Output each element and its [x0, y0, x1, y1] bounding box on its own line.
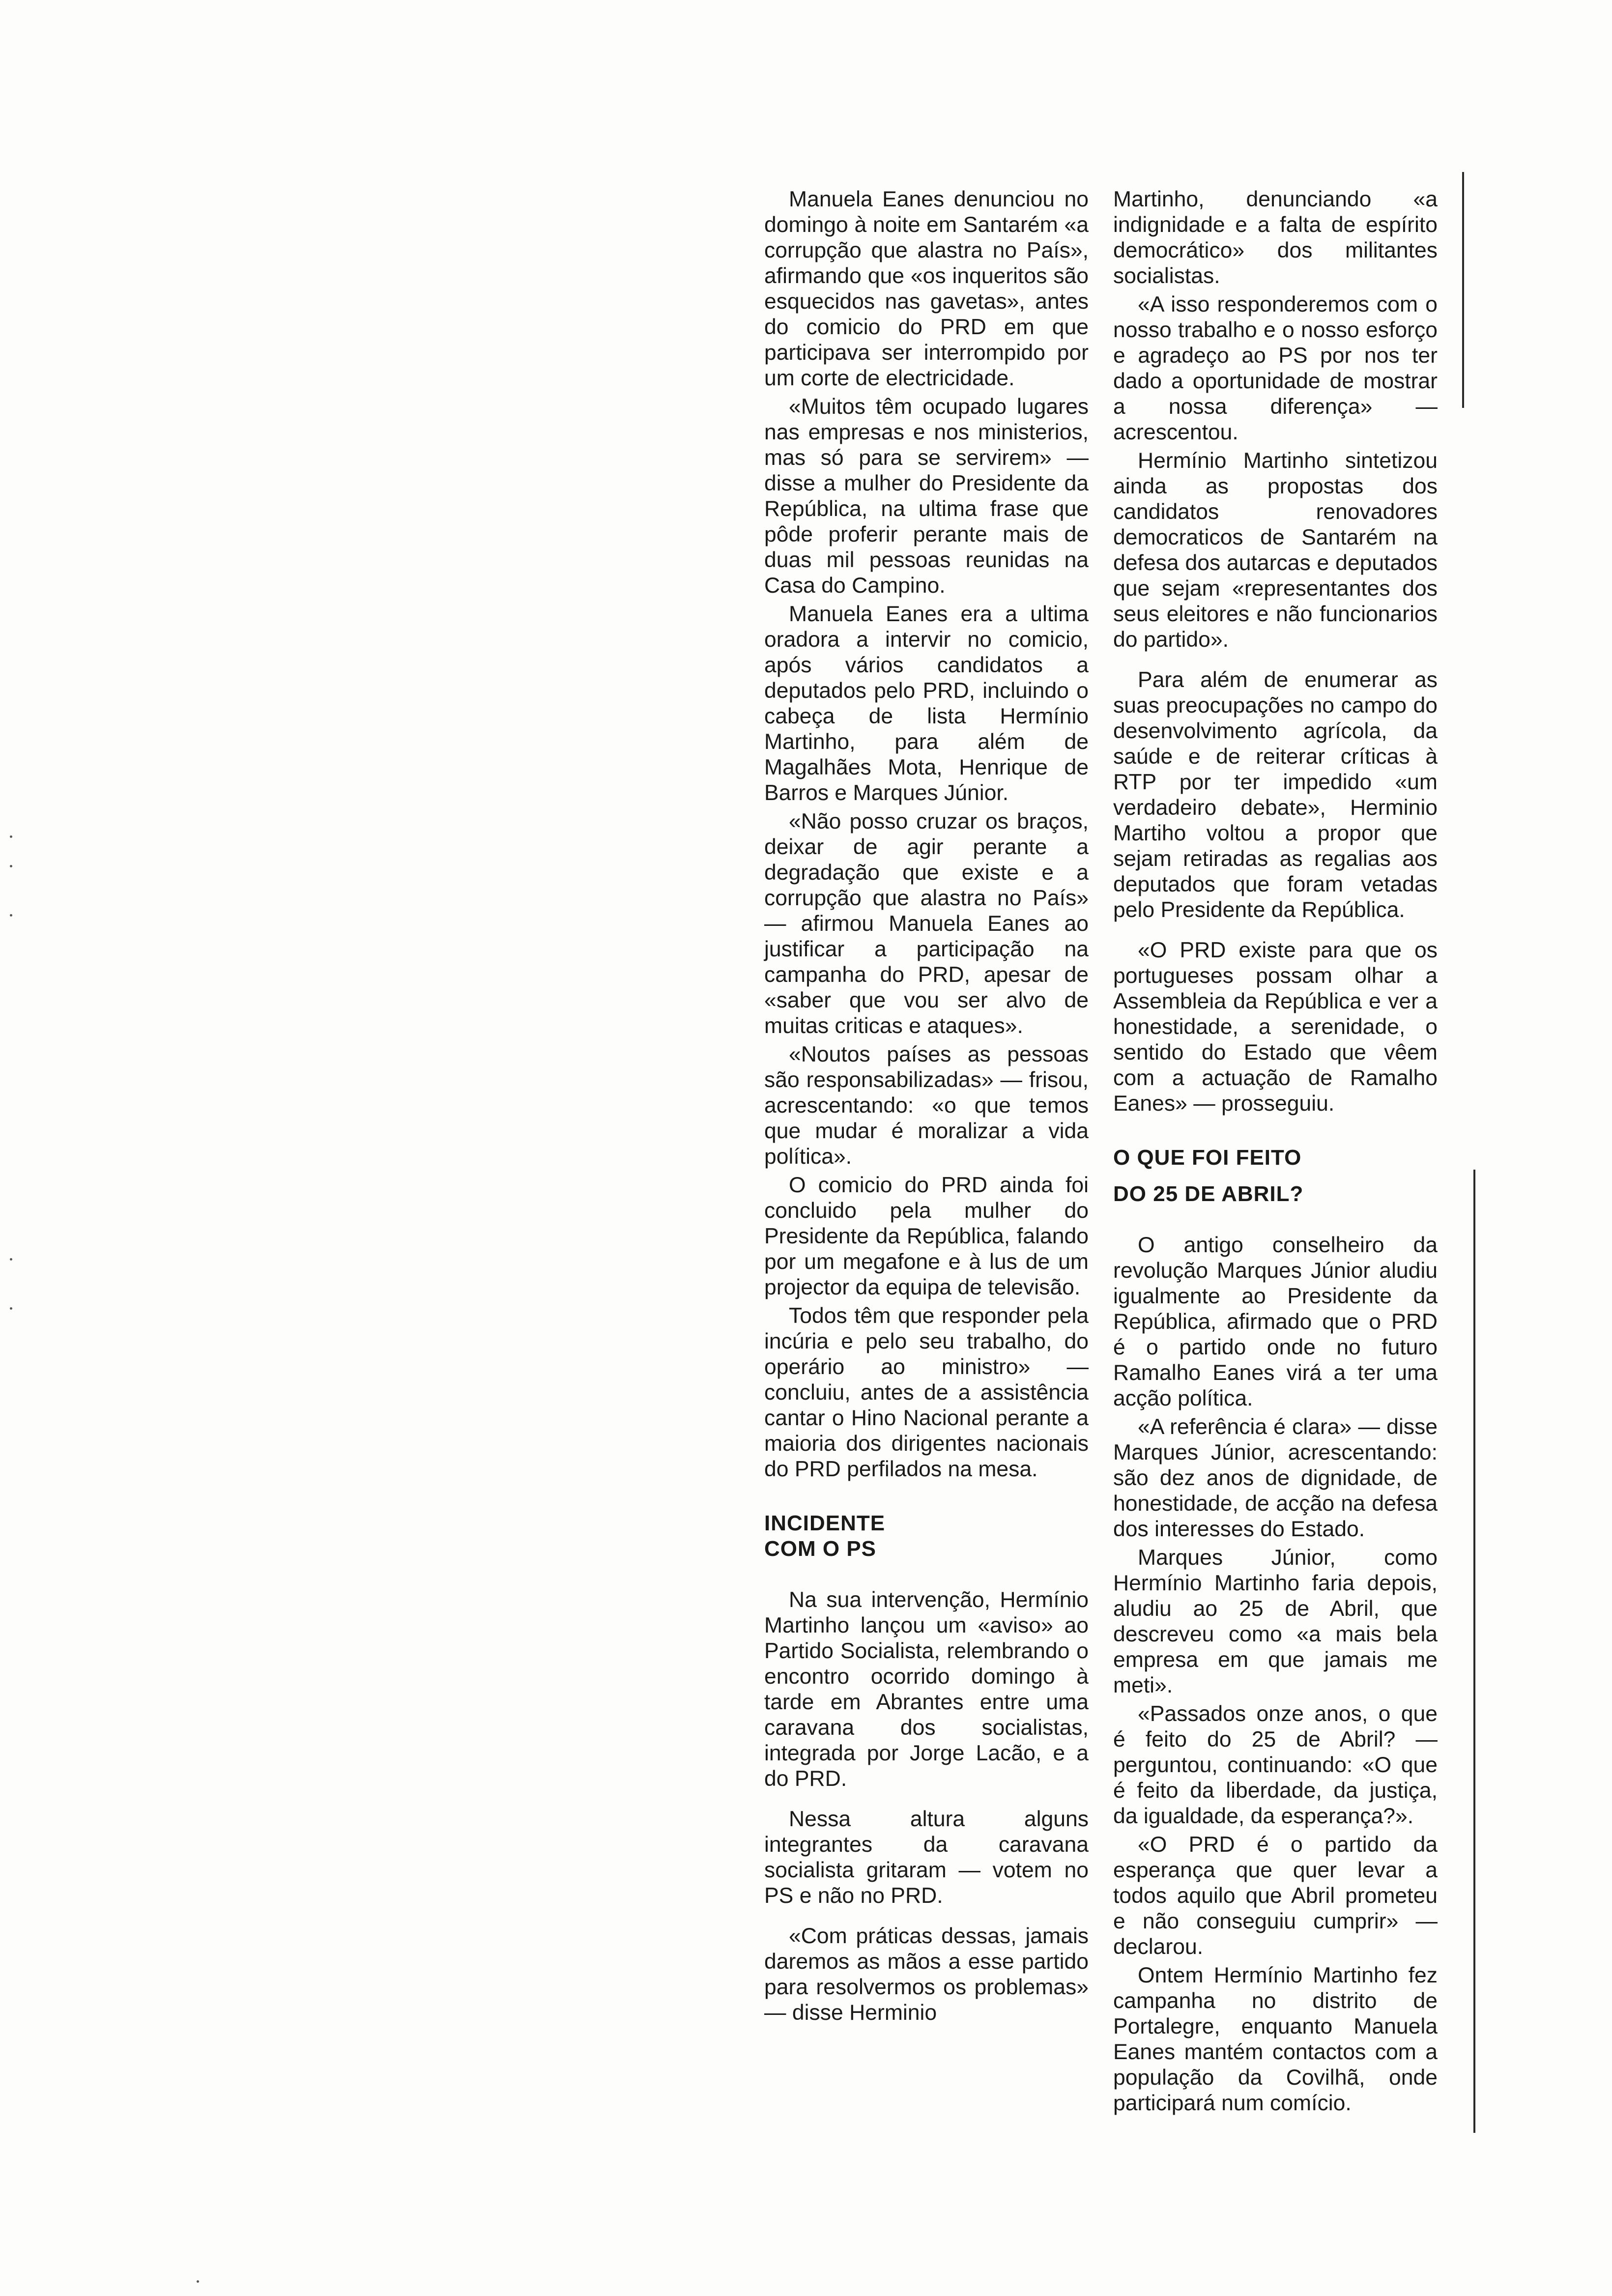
section-heading-incidente [764, 1511, 1089, 1562]
paragraph: Hermínio Martinho sintetizou ainda as propostas dos candidatos renovadores democraticos de Santarém na defesa dos autarcas e deputados que sejam «representantes dos seus eleitores e não funcionarios do partido». [1113, 449, 1438, 652]
paragraph: O comicio do PRD ainda foi concluido pela mulher do Presidente da República, falando por um megafone e à lus de um projector da equipa de televisão. [764, 1173, 1089, 1299]
scan-speck [10, 914, 12, 917]
scan-speck [10, 865, 12, 867]
section-heading-25-de-abril [1113, 1145, 1438, 1207]
paragraph: «O PRD existe para que os portugueses possam olhar a Assembleia da República e ver a honestidade, a serenidade, o sentido do Estado que vêem com a actuação de Ramalho Eanes» — prosseguiu. [1113, 938, 1438, 1116]
paragraph: Ontem Hermínio Martinho fez campanha no distrito de Portalegre, enquanto Manuela Eanes mantém contactos com a população da Covilhã, onde participará num comício. [1113, 1963, 1438, 2115]
paragraph: Manuela Eanes era a ultima oradora a intervir no comicio, após vários candidatos a deputados pelo PRD, incluindo o cabeça de lista Hermínio Martinho, para além de Magalhães Mota, Henrique de Barros e Marques Júnior. [764, 602, 1089, 805]
paragraph: Martinho, denunciando «a indignidade e a falta de espírito democrático» dos militantes socialistas. [1113, 187, 1438, 288]
heading-line: DO 25 DE ABRIL? [1113, 1182, 1304, 1206]
paragraph: «Passados onze anos, o que é feito do 25 de Abril? — perguntou, continuando: «O que é feito da liberdade, da justiça, da igualdade, da esperança?». [1113, 1702, 1438, 1828]
paragraph: «Muitos têm ocupado lugares nas empresas e nos ministerios, mas só para se servirem» — disse a mulher do Presidente da República, na ultima frase que pôde proferir perante mais de duas mil pessoas reunidas na Casa do Campino. [764, 395, 1089, 598]
paragraph: Nessa altura alguns integrantes da caravana socialista gritaram — votem no PS e não no PRD. [764, 1807, 1089, 1908]
column-rule-bottom [1473, 1170, 1475, 2133]
heading-line: COM O PS [764, 1537, 877, 1561]
paragraph: «Não posso cruzar os braços, deixar de agir perante a degradação que existe e a corrupção que alastra no País» — afirmou Manuela Eanes ao justificar a participação na campanha do PRD, apesar de «saber que vou ser alvo de muitas criticas e ataques». [764, 809, 1089, 1038]
scan-speck [197, 2280, 199, 2283]
paragraph: Manuela Eanes denunciou no domingo à noite em Santarém «a corrupção que alastra no País», afirmando que «os inqueritos são esquecidos nas gavetas», antes do comicio do PRD em que participava ser interrompido por um corte de electricidade. [764, 187, 1089, 390]
paragraph: «Noutos países as pessoas são responsabilizadas» — frisou, acrescentando: «o que temos que mudar é moralizar a vida política». [764, 1042, 1089, 1169]
scan-speck [10, 1307, 12, 1310]
heading-line: O QUE FOI FEITO [1113, 1146, 1302, 1170]
paragraph: «A referência é clara» — disse Marques Júnior, acrescentando: são dez anos de dignidade, de honestidade, de acção na defesa dos interesses do Estado. [1113, 1415, 1438, 1541]
paragraph: Marques Júnior, como Hermínio Martinho faria depois, aludiu ao 25 de Abril, que descreveu como «a mais bela empresa em que jamais me meti». [1113, 1546, 1438, 1697]
article-column-left [764, 187, 1089, 2029]
paragraph: «A isso responderemos com o nosso trabalho e o nosso esforço e agradeço ao PS por nos ter dado a oportunidade de mostrar a nossa diferença» — acrescentou. [1113, 292, 1438, 444]
article-column-right [1113, 187, 1438, 2119]
scan-speck [10, 835, 12, 838]
paragraph: Todos têm que responder pela incúria e pelo seu trabalho, do operário ao ministro» — concluiu, antes de a assistência cantar o Hino Nacional perante a maioria dos dirigentes nacionais do PRD perfilados na mesa. [764, 1304, 1089, 1481]
paragraph: Na sua intervenção, Hermínio Martinho lançou um «aviso» ao Partido Socialista, relembrando o encontro ocorrido domingo à tarde em Abrantes entre uma caravana dos socialistas, integrada por Jorge Lacão, e a do PRD. [764, 1588, 1089, 1791]
heading-line: INCIDENTE [764, 1511, 886, 1535]
column-rule-top [1462, 172, 1464, 408]
paragraph: Para além de enumerar as suas preocupações no campo do desenvolvimento agrícola, da saúde e de reiterar críticas à RTP por ter impedido «um verdadeiro debate», Herminio Martiho voltou a propor que sejam retiradas as regalias aos deputados que foram vetadas pelo Presidente da República. [1113, 668, 1438, 922]
paragraph: «O PRD é o partido da esperança que quer levar a todos aquilo que Abril prometeu e não conseguiu cumprir» — declarou. [1113, 1833, 1438, 1959]
paragraph: «Com práticas dessas, jamais daremos as mãos a esse partido para resolvermos os problemas» — disse Herminio [764, 1924, 1089, 2025]
scan-speck [10, 1258, 12, 1261]
paragraph: O antigo conselheiro da revolução Marques Júnior aludiu igualmente ao Presidente da República, afirmado que o PRD é o partido onde no futuro Ramalho Eanes virá a ter uma acção política. [1113, 1233, 1438, 1410]
